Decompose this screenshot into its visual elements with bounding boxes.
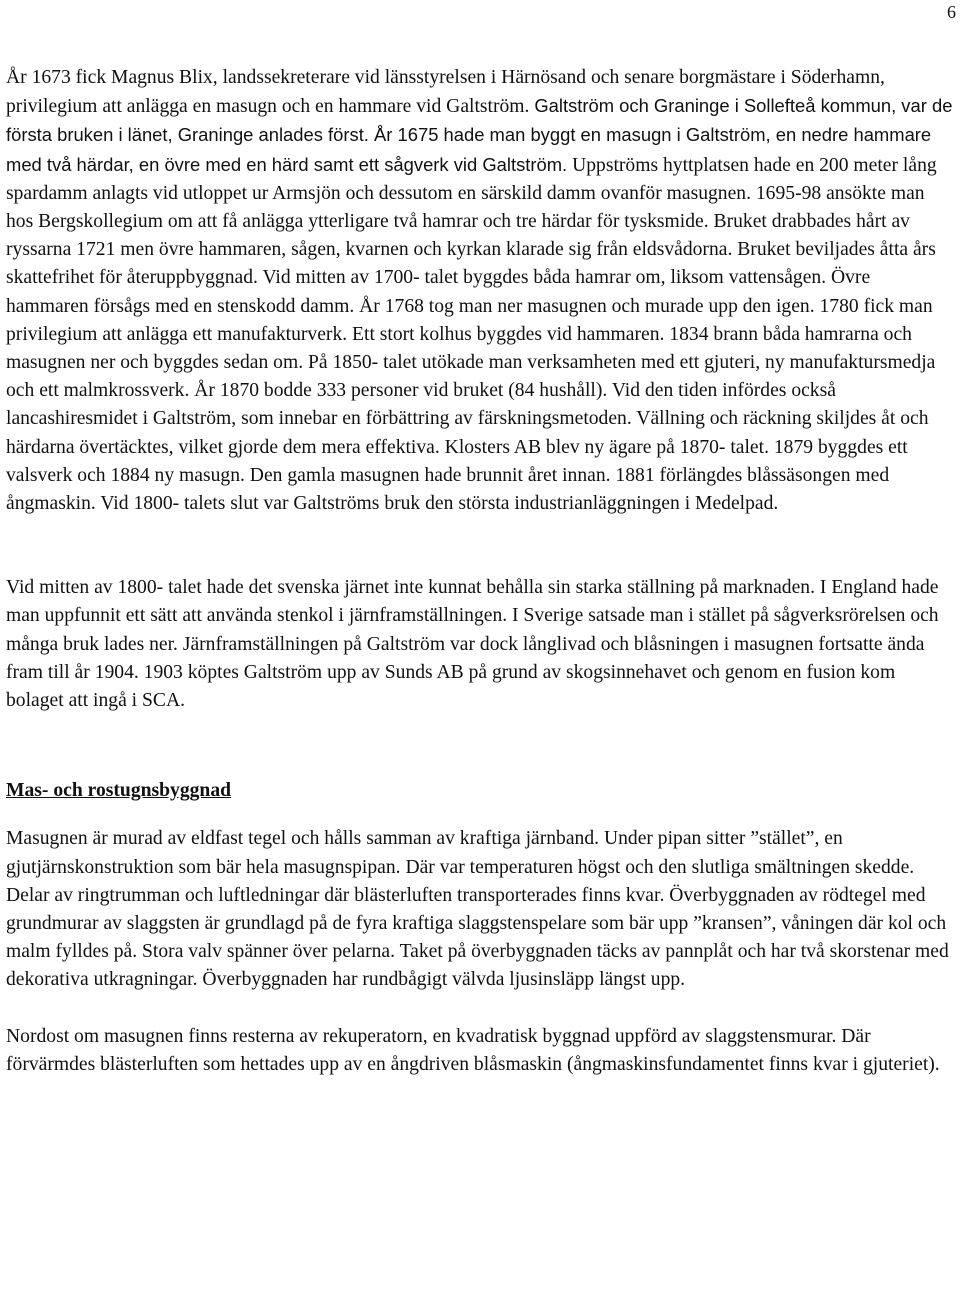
paragraph-sentence: Uppströms hyttplatsen hade en 200 meter lång spardamm anlagts vid utloppet ur Armsjön och dessutom en särskild damm ovanför masugnen. 1695-98 ansökte man hos Bergskollegium om att få anlägga ytterligare två hamrar och tre härdar för tysksmide. xyxy=(6,154,937,233)
paragraph-sentence: Bruket drabbades hårt av ryssarna 1721 men övre hammaren, sågen, kvarnen och kyrkan klarade sig från eldsvådorna. Bruket beviljades åtta års skattefrihet för återuppbyggnad. Vid mitten av 1700- talet byggdes båda hamrar om, liksom vattensågen. Övre hammaren försågs med en stenskodd damm. År 1768 tog man ner masugnen och murade upp den igen. 1780 fick man privilegium att anlägga ett manufakturverk. Ett stort kolhus byggdes vid hammaren. 1834 brann båda hamrarna och masugnen ner och byggdes sedan om. På 1850- talet utökade man verksamheten med ett gjuteri, ny manufaktursmedja och ett malmkrossverk. År 1870 bodde 333 personer vid bruket (84 hushåll). Vid den tiden infördes också lancashiresmidet i Galtström, som innebar en förbättring av färskningsmetoden. Vällning och räckning skiljdes åt och härdarna övertäcktes, vilket gjorde dem mera effektiva. Klosters AB blev ny ägare på 1870- talet. 1879 byggdes ett valsverk och 1884 ny masugn. Den gamla masugnen hade brunnit året innan. 1881 förlängdes blåssäsongen med ångmaskin. Vid 1800- talets slut var Galtströms bruk den största industrianläggningen i Medelpad. xyxy=(6,211,936,515)
document-body xyxy=(6,64,956,1079)
section-heading: Mas- och rostugnsbyggnad xyxy=(6,780,232,802)
paragraph-furnace-construction: Masugnen är murad av eldfast tegel och hålls samman av kraftiga järnband. Under pipan sitter ”stället”, en gjutjärnskonstruktion som bär hela masugnspipan. Där var temperaturen högst och den slutliga smältningen skedde. Delar av ringtrumman och luftledningar där blästerluften transporterades finns kvar. Överbyggnaden av rödtegel med grundmurar av slaggsten är grundlagd på de fyra kraftiga slaggstenspelare som bär upp ”kransen”, våningen där kol och malm fylldes på. Stora valv spänner över pelarna. Taket på överbyggnaden täcks av pannplåt och har två skorstenar med dekorativa utkragningar. Överbyggnaden har rundbågigt välvda ljusinsläpp längst upp. xyxy=(6,828,949,991)
paragraph-decline-1800s: Vid mitten av 1800- talet hade det svenska järnet inte kunnat behålla sin starka ställning på marknaden. I England hade man uppfunnit ett sätt att använda stenkol i järnframställningen. I Sverige satsade man i stället på sågverksrörelsen och många bruk lades ner. Järnframställningen på Galtström var dock långlivad och blåsningen i masugnen fortsatte ända fram till år 1904. 1903 köptes Galtström upp av Sunds AB på grund av skogsinnehavet och genom en fusion kom bolaget att ingå i SCA. xyxy=(6,577,939,712)
paragraph-recuperator: Nordost om masugnen finns resterna av rekuperatorn, en kvadratisk byggnad uppförd av slaggstensmurar. Där förvärmdes blästerluften som hettades upp av en ångdriven blåsmaskin (ångmaskinsfundamentet finns kvar i gjuteriet). xyxy=(6,1025,940,1075)
page-number: 6 xyxy=(947,2,956,22)
paragraph-sentence: Galtström och Graninge i Sollefteå kommun, var de första bruken i länet, Graninge anlades först. År 1675 hade man byggt en masugn i Galtström, en nedre hammare med två härdar, en övre med en härd samt ett sågverk vid Galtström. xyxy=(6,95,953,175)
paragraph-history-1673 xyxy=(6,64,956,518)
paragraph-sentence: År 1673 fick Magnus Blix, landssekreterare vid länsstyrelsen i Härnösand och senare borgmästare i Söderhamn, privilegium att anlägga en masugn och en hammare vid Galtström. xyxy=(6,67,885,118)
